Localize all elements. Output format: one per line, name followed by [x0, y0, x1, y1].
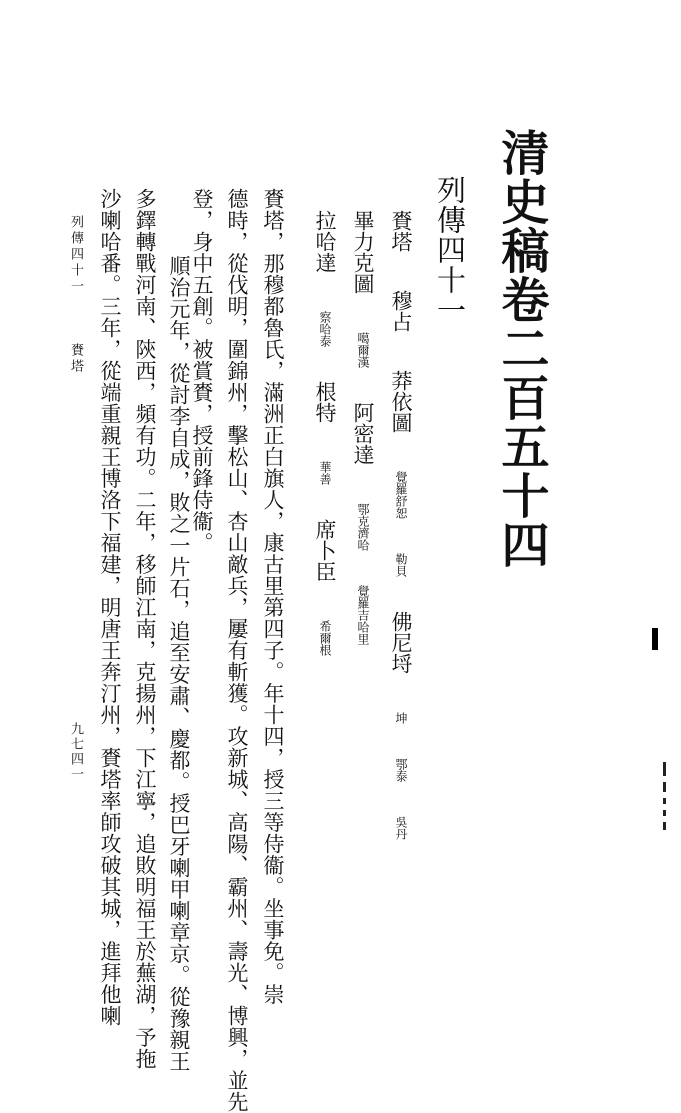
name-main: 佛尼埒 [389, 611, 413, 674]
name-sub: 察哈泰 [318, 311, 332, 347]
names-column-2 [352, 210, 373, 655]
chapter-subtitle: 列傳四十一 [433, 175, 467, 325]
name-sub: 勒貝 [394, 553, 408, 577]
name-main: 莽依圖 [389, 370, 413, 433]
name-sub: 坤 [394, 712, 408, 724]
body-text-line: 順治元年，從討李自成，敗之一片石，追至安肅、慶都。授巴牙喇甲喇章京。從豫親王 [167, 255, 191, 1072]
body-text-line: 德時，從伐明，圍錦州，擊松山、杏山敵兵，屢有斬獲。攻新城、高陽、霸州、壽光、博興，並先 [225, 188, 249, 1113]
name-main: 穆占 [389, 290, 413, 332]
body-text-line: 沙喇哈番。三年，從端重親王博洛下福建，明唐王奔汀州，賚塔率師攻破其城，進拜他喇 [98, 188, 122, 1027]
running-head-section: 列傳四十一 [68, 215, 83, 295]
page-edge-dash [663, 822, 666, 830]
body-text-line: 賚塔，那穆都魯氏，滿洲正白旗人，康古里第四子。年十四，授三等侍衞。坐事免。崇 [261, 188, 285, 1005]
name-sub: 鄂泰 [394, 758, 408, 782]
name-main: 阿密達 [351, 402, 375, 465]
name-sub: 鄂克濟哈 [356, 503, 370, 551]
page-edge-dash [663, 762, 666, 776]
running-head-name: 賚塔 [68, 343, 83, 375]
running-head [66, 215, 85, 375]
name-sub: 噶爾漢 [356, 332, 370, 368]
page-edge-dash [663, 798, 666, 804]
name-main: 根特 [313, 381, 337, 423]
name-main: 席卜臣 [313, 519, 337, 582]
body-text-line: 登，身中五創。被賞賚，授前鋒侍衞。 [190, 188, 214, 554]
name-main: 賚塔 [389, 210, 413, 252]
names-column-1 [390, 210, 411, 850]
name-sub: 華善 [318, 461, 332, 485]
name-sub: 覺羅舒恕 [394, 471, 408, 519]
name-sub: 覺羅吉哈里 [356, 585, 370, 645]
chapter-title: 清史稿卷二百五十四 [493, 128, 549, 569]
body-text-line: 多鐸轉戰河南、陝西，頻有功。二年，移師江南，克揚州，下江寧，追敗明福王於蕪湖，予拖 [133, 188, 157, 1070]
names-column-3 [314, 210, 335, 666]
page-edge-dash [663, 782, 666, 792]
page-edge-dash [663, 810, 666, 816]
page-edge-mark [652, 628, 658, 650]
name-sub: 希爾根 [318, 620, 332, 656]
page-number: 九七四一 [68, 722, 83, 782]
name-sub: 吳丹 [394, 816, 408, 840]
name-main: 拉哈達 [313, 210, 337, 273]
name-main: 畢力克圖 [351, 210, 375, 294]
